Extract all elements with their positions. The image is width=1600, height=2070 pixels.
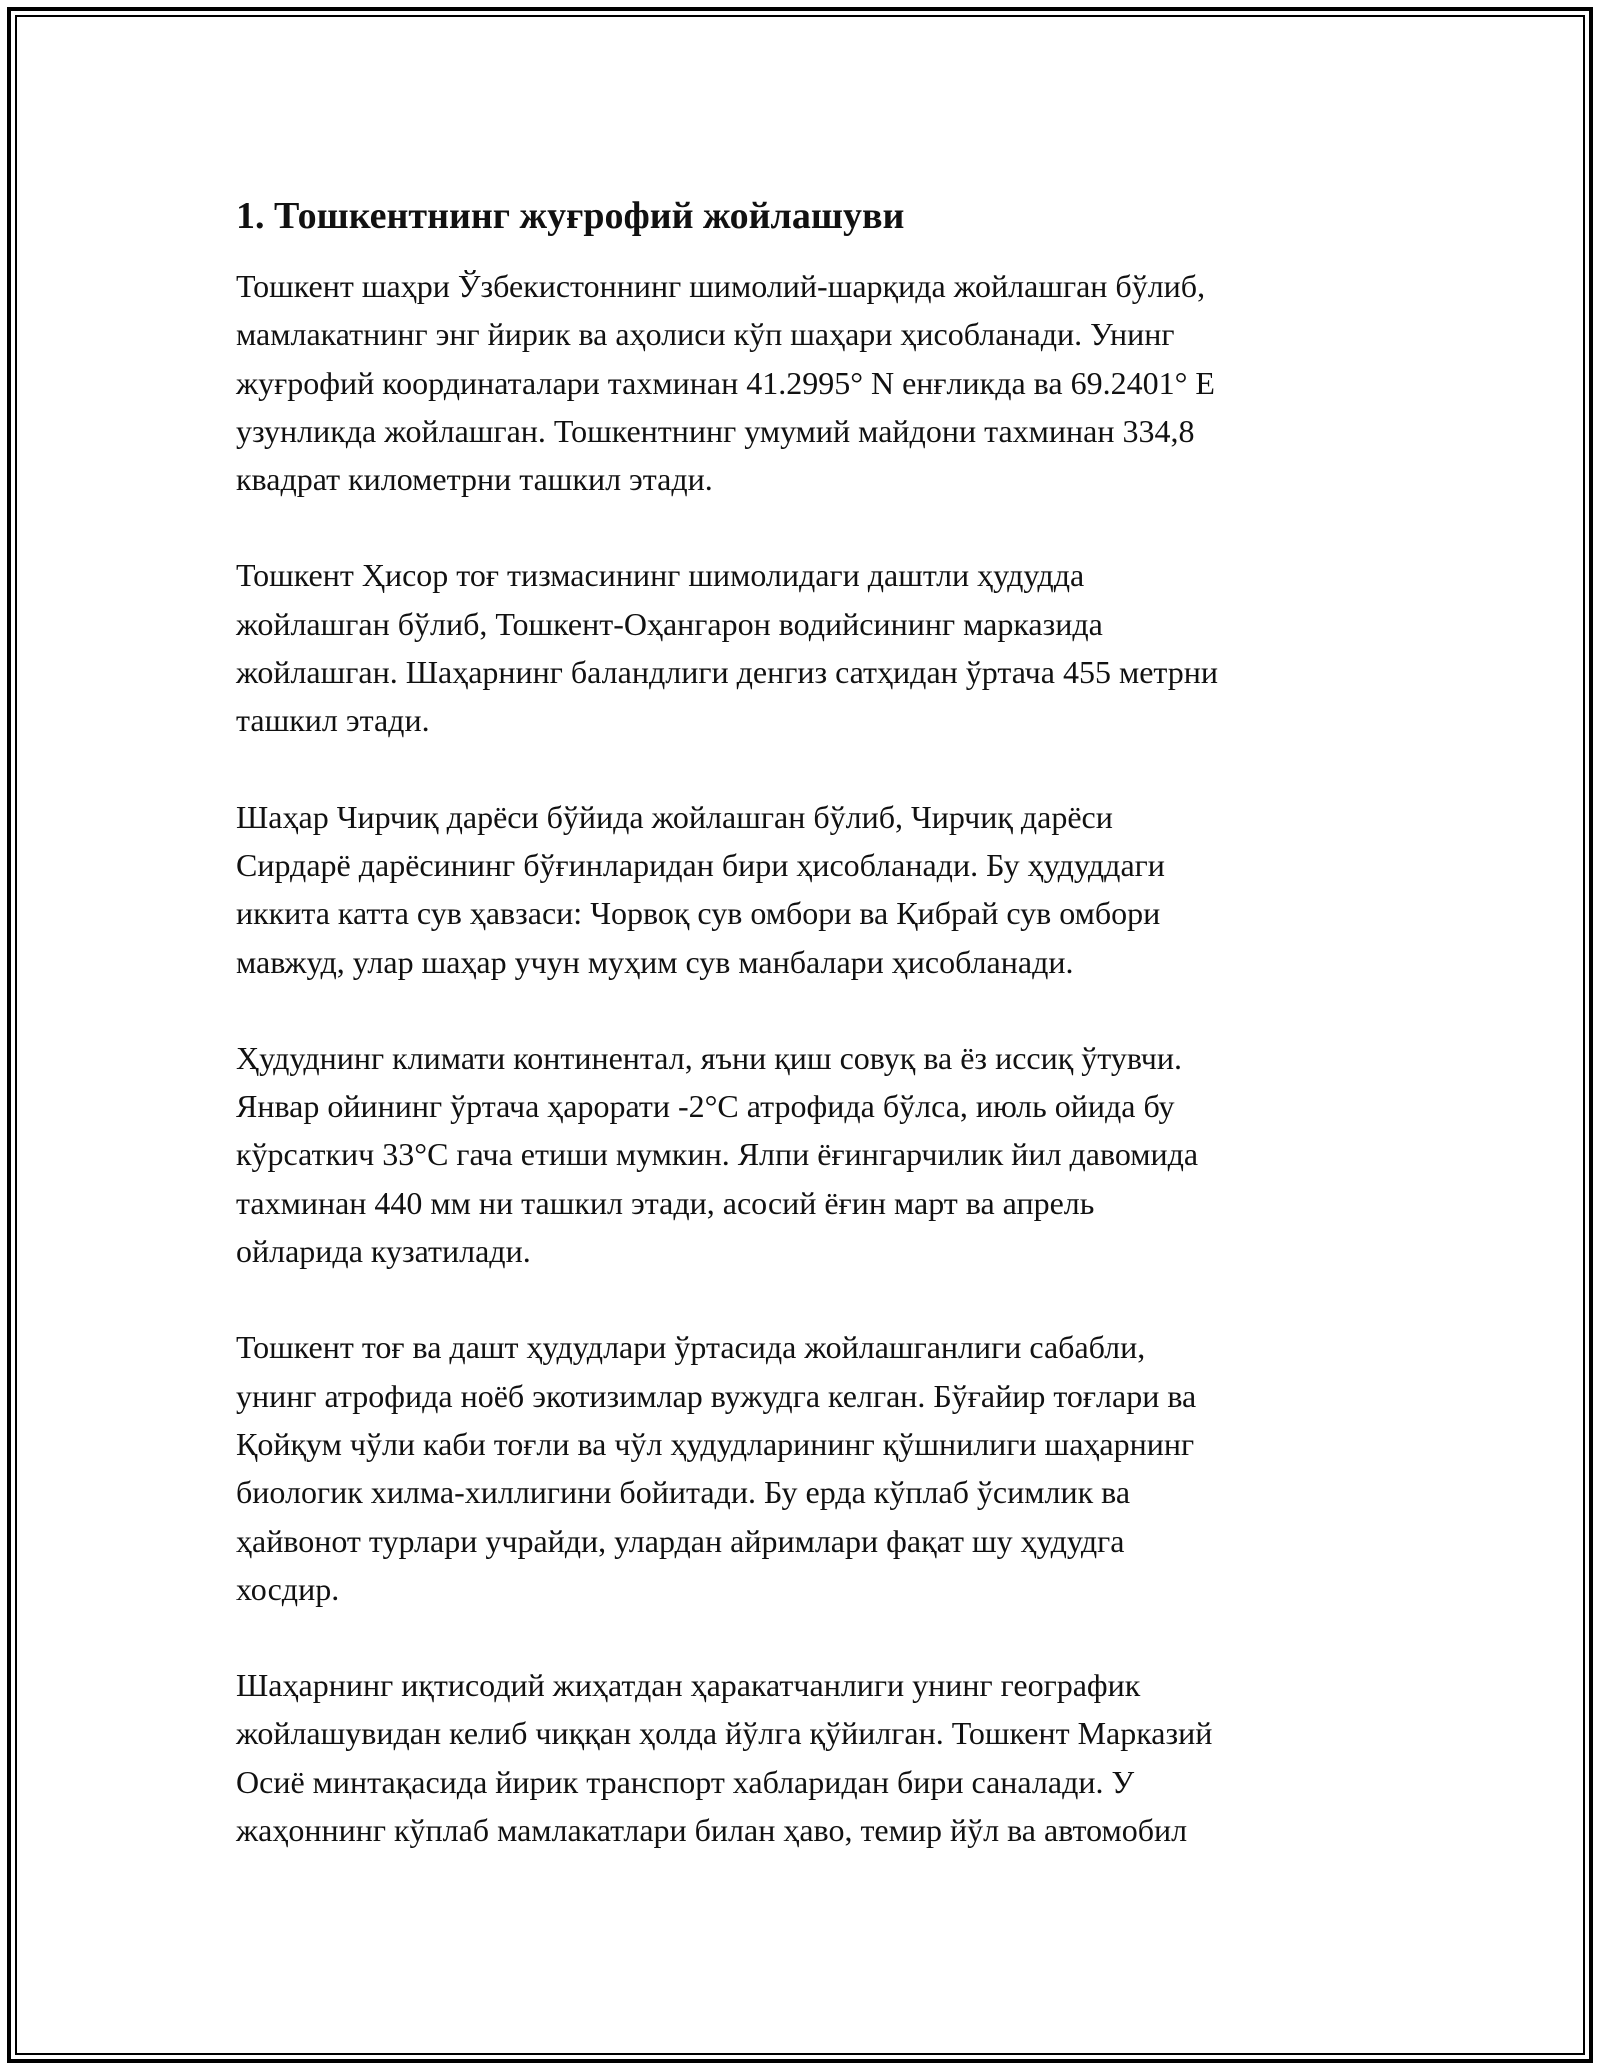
paragraph-economy <box>236 1661 1376 1854</box>
paragraph-terrain <box>236 551 1376 744</box>
paragraph-rivers <box>236 793 1376 986</box>
text-line: ташкил этади. <box>236 702 430 739</box>
text-line: биологик хилма-хиллигини бойитади. Бу ерда кўплаб ўсимлик ва <box>236 1474 1131 1511</box>
text-line: мамлакатнинг энг йирик ва аҳолиси кўп шаҳари ҳисобланади. Унинг <box>236 316 1175 353</box>
text-line: тахминан 440 мм ни ташкил этади, асосий ёғин март ва апрель <box>236 1184 1095 1221</box>
text-line: хосдир. <box>236 1570 340 1607</box>
text-line: жойлашган. Шаҳарнинг баландлиги денгиз сатҳидан ўртача 455 метрни <box>236 654 1219 691</box>
text-line: Сирдарё дарёсининг бўғинларидан бири ҳисобланади. Бу ҳудуддаги <box>236 846 1165 883</box>
text-line: Тошкент шаҳри Ўзбекистоннинг шимолий-шарқида жойлашган бўлиб, <box>236 268 1206 304</box>
text-line: жуғрофий координаталари тахминан 41.2995° N енғликда ва 69.2401° E <box>236 364 1215 401</box>
text-line: кўрсаткич 33°C гача етиши мумкин. Ялпи ёғингарчилик йил давомида <box>236 1136 1199 1173</box>
text-line: Шаҳарнинг иқтисодий жиҳатдан ҳаракатчанлиги унинг географик <box>236 1667 1141 1704</box>
text-line: узунликда жойлашган. Тошкентнинг умумий майдони тахминан 334,8 <box>236 412 1195 449</box>
text-line: Тошкент Ҳисор тоғ тизмасининг шимолидаги даштли ҳудудда <box>236 557 1085 594</box>
text-line: Осиё минтақасида йирик транспорт хабларидан бири саналади. У <box>236 1763 1135 1800</box>
text-line: унинг атрофида ноёб экотизимлар вужудга келган. Бўғайир тоғлари ва <box>236 1377 1197 1414</box>
text-line: иккита катта сув ҳавзаси: Чорвоқ сув омбори ва Қибрай сув омбори <box>236 895 1161 932</box>
text-line: Қойқум чўли каби тоғли ва чўл ҳудудларининг қўшнилиги шаҳарнинг <box>236 1425 1195 1462</box>
text-line: мавжуд, улар шаҳар учун муҳим сув манбалари ҳисобланади. <box>236 943 1074 980</box>
text-line: ойларида кузатилади. <box>236 1233 531 1270</box>
text-line: ҳайвонот турлари учрайди, улардан айримлари фақат шу ҳудудга <box>236 1522 1125 1559</box>
text-line: Январ ойининг ўртача ҳарорати -2°C атрофида бўлса, июль ойида бу <box>236 1088 1175 1125</box>
text-line: жойлашувидан келиб чиққан ҳолда йўлга қўйилган. Тошкент Марказий <box>236 1715 1213 1752</box>
paragraph-ecosystems <box>236 1323 1376 1613</box>
section-heading: 1. Тошкентнинг жуғрофий жойлашуви <box>236 195 905 237</box>
text-line: квадрат километрни ташкил этади. <box>236 461 713 498</box>
text-line: Тошкент тоғ ва дашт ҳудудлари ўртасида жойлашганлиги сабабли, <box>236 1329 1146 1366</box>
document-body <box>236 188 1376 1902</box>
text-line: жаҳоннинг кўплаб мамлакатлари билан ҳаво, темир йўл ва автомобил <box>236 1812 1188 1849</box>
paragraph-location <box>236 262 1376 503</box>
text-line: Шаҳар Чирчиқ дарёси бўйида жойлашган бўлиб, Чирчиқ дарёси <box>236 798 1113 835</box>
text-line: Ҳудуднинг климати континентал, яъни қиш совуқ ва ёз иссиқ ўтувчи. <box>236 1039 1182 1076</box>
paragraph-climate <box>236 1034 1376 1275</box>
text-line: жойлашган бўлиб, Тошкент-Оҳангарон водийсининг марказида <box>236 605 1103 642</box>
